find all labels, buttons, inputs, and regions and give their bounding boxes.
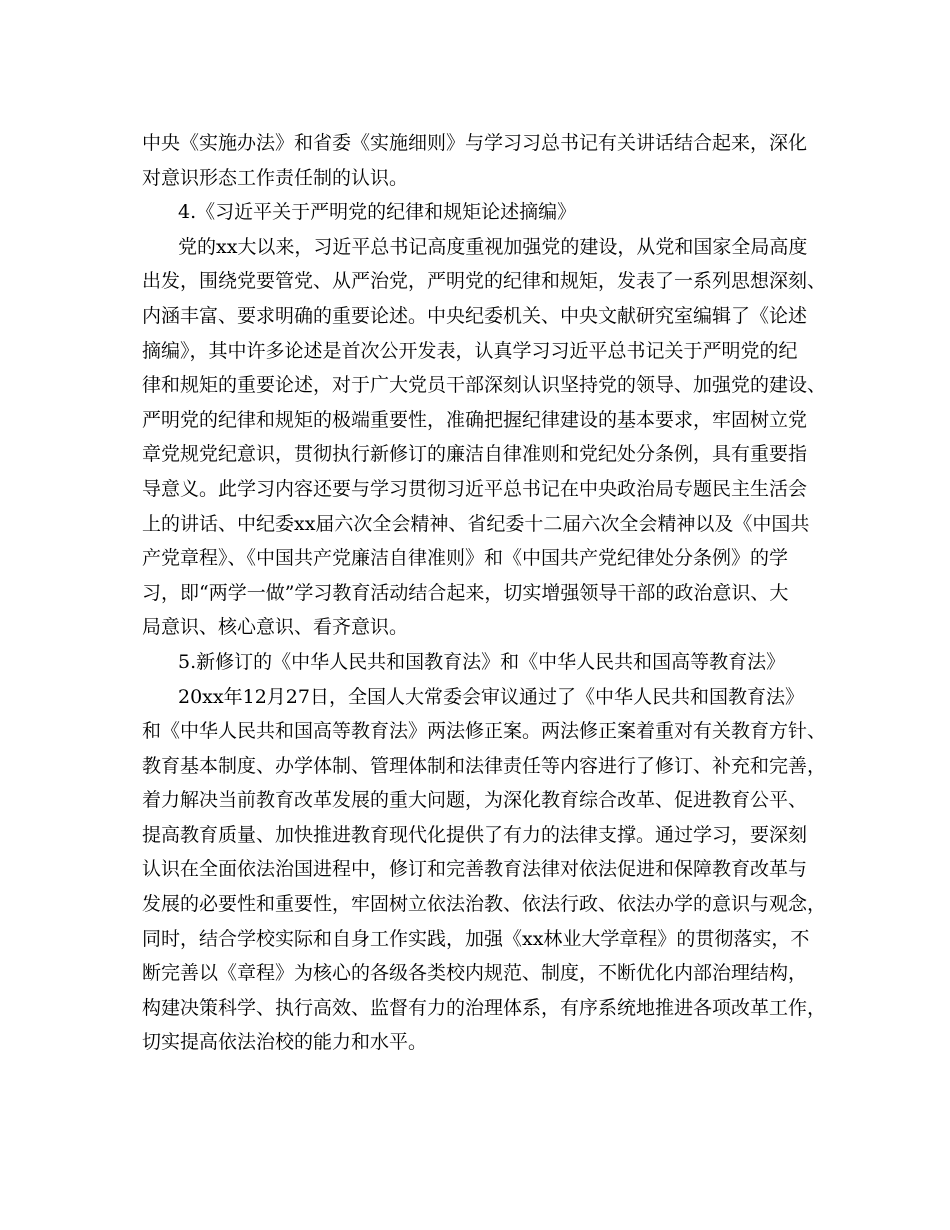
paragraph-line: 20xx年12月27日，全国人大常委会审议通过了《中华人民共和国教育法》 [178, 685, 804, 708]
paragraph-line: 切实提高依法治校的能力和水平。 [142, 1031, 428, 1054]
paragraph-line: 出发，围绕党要管党、从严治党，严明党的纪律和规矩，发表了一系列思想深刻、 [142, 270, 827, 293]
paragraph-line: 着力解决当前教育改革发展的重大问题，为深化教育综合改革、促进教育公平、 [142, 789, 808, 812]
paragraph-line: 严明党的纪律和规矩的极端重要性，准确把握纪律建设的基本要求，牢固树立党 [142, 408, 808, 431]
paragraph-line: 和《中华人民共和国高等教育法》两法修正案。两法修正案着重对有关教育方针、 [142, 720, 827, 743]
paragraph-line: 发展的必要性和重要性，牢固树立依法治教、依法行政、依法办学的意识与观念， [142, 893, 827, 916]
paragraph-line: 同时，结合学校实际和自身工作实践，加强《xx林业大学章程》的贯彻落实，不 [142, 927, 810, 950]
paragraph-line: 产党章程》、《中国共产党廉洁自律准则》和《中国共产党纪律处分条例》的学 [142, 547, 789, 570]
paragraph-line: 摘编》，其中许多论述是首次公开发表，认真学习习近平总书记关于严明党的纪 [142, 339, 798, 362]
section-heading: 4.《习近平关于严明党的纪律和规矩论述摘编》 [178, 201, 577, 224]
paragraph-line: 章党规党纪意识，贯彻执行新修订的廉洁自律准则和党纪处分条例，具有重要指 [142, 443, 808, 466]
paragraph-line: 习，即“两学一做”学习教育活动结合起来，切实增强领导干部的政治意识、大 [142, 581, 789, 604]
paragraph-line: 构建决策科学、执行高效、监督有力的治理体系，有序系统地推进各项改革工作， [142, 996, 827, 1019]
paragraph-line: 内涵丰富、要求明确的重要论述。中央纪委机关、中央文献研究室编辑了《论述 [142, 304, 808, 327]
paragraph-line: 局意识、核心意识、看齐意识。 [142, 616, 409, 639]
paragraph-line: 中央《实施办法》和省委《实施细则》与学习习总书记有关讲话结合起来，深化 [142, 132, 808, 154]
paragraph-line: 党的xx大以来，习近平总书记高度重视加强党的建设，从党和国家全局高度 [178, 235, 808, 258]
paragraph-line: 认识在全面依法治国进程中，修订和完善教育法律对依法促进和保障教育改革与 [142, 858, 808, 881]
section-heading: 5.新修订的《中华人民共和国教育法》和《中华人民共和国高等教育法》 [178, 650, 786, 673]
paragraph-line: 提高教育质量、加快推进教育现代化提供了有力的法律支撑。通过学习，要深刻 [142, 823, 808, 846]
paragraph-line: 对意识形态工作责任制的认识。 [142, 166, 409, 189]
paragraph-line: 上的讲话、中纪委xx届六次全会精神、省纪委十二届六次全会精神以及《中国共 [142, 512, 810, 535]
paragraph-line: 断完善以《章程》为核心的各级各类校内规范、制度，不断优化内部治理结构， [142, 962, 808, 985]
paragraph-line: 导意义。此学习内容还要与学习贯彻习近平总书记在中央政治局专题民主生活会 [142, 477, 808, 500]
paragraph-line: 教育基本制度、办学体制、管理体制和法律责任等内容进行了修订、补充和完善， [142, 754, 827, 777]
document-body [142, 126, 827, 1060]
paragraph-line: 律和规矩的重要论述，对于广大党员干部深刻认识坚持党的领导、加强党的建设、 [142, 374, 827, 397]
